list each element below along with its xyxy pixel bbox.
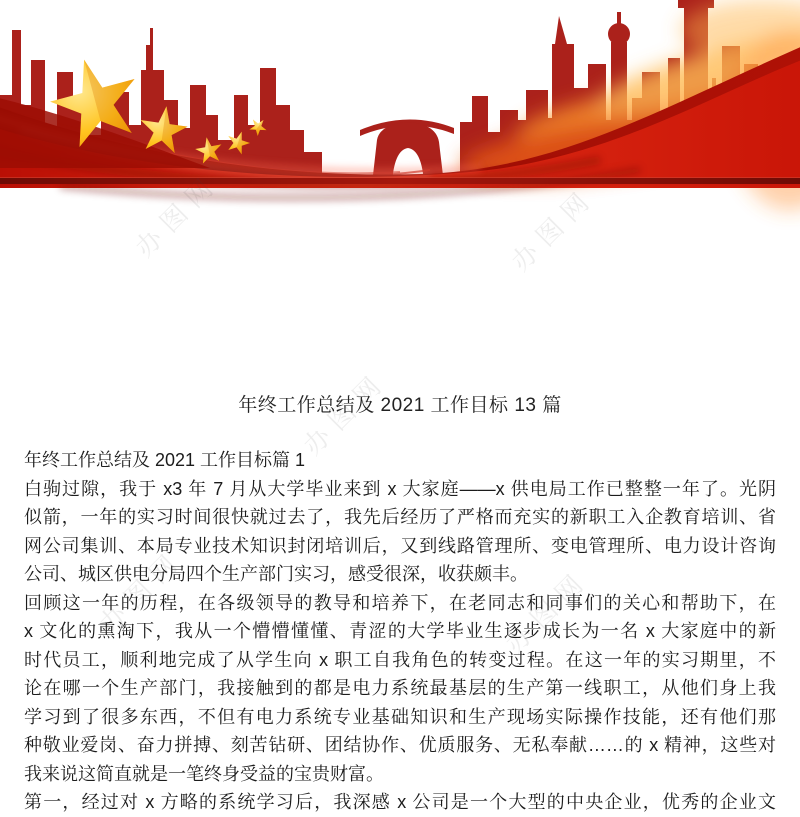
text-line: 似箭，一年的实习时间很快就过去了，我先后经历了严格而充实的新职工入企教育培训、省 (24, 507, 776, 527)
banner-artwork (0, 0, 800, 186)
banner-bottom-strip (0, 177, 800, 184)
text-line: 年终工作总结及 2021 工作目标篇 1 (24, 450, 306, 470)
watermark: 办图网 (505, 181, 601, 277)
text-line: 回顾这一年的历程，在各级领导的教导和培养下，在老同志和同事们的关心和帮助下，在 (24, 592, 776, 613)
watermark: 办图网 (297, 365, 393, 461)
text-line: 我来说这简直就是一笔终身受益的宝贵财富。 (24, 763, 384, 784)
text-line: 时代员工，顺利地完成了从学生向 x 职工自我角色的转变过程。在这一年的实习期里，不 (24, 649, 776, 670)
text-line: x 文化的熏淘下，我从一个懵懵懂懂、青涩的大学毕业生逐步成长为一名 x 大家庭中的新 (24, 621, 776, 641)
text-line: 种敬业爱岗、奋力拼搏、刻苦钻研、团结协作、优质服务、无私奉献……的 x 精神，这些对 (24, 735, 776, 755)
document-title: 年终工作总结及 2021 工作目标 13 篇 (238, 395, 562, 416)
watermark: 办图网 (499, 563, 595, 659)
watermark: 办图网 (93, 543, 189, 639)
text-line: 公司、城区供电分局四个生产部门实习，感受很深，收获颇丰。 (24, 564, 528, 584)
document-body (24, 446, 776, 817)
text-line: 论在哪一个生产部门，我接触到的都是电力系统最基层的生产第一线职工，从他们身上我 (24, 678, 776, 698)
text-line: 学习到了很多东西，不但有电力系统专业基础知识和生产现场实际操作技能，还有他们那 (24, 706, 776, 727)
watermark: 办图网 (129, 167, 225, 263)
text-line: 第一，经过对 x 方略的系统学习后，我深感 x 公司是一个大型的中央企业，优秀的企业文 (24, 792, 776, 812)
text-line: 网公司集训、本局专业技术知识封闭培训后，又到线路管理所、变电管理所、电力设计咨询 (24, 535, 776, 556)
text-line: 白驹过隙，我于 x3 年 7 月从大学毕业来到 x 大家庭——x 供电局工作已整整一年了。光阴 (24, 478, 776, 499)
